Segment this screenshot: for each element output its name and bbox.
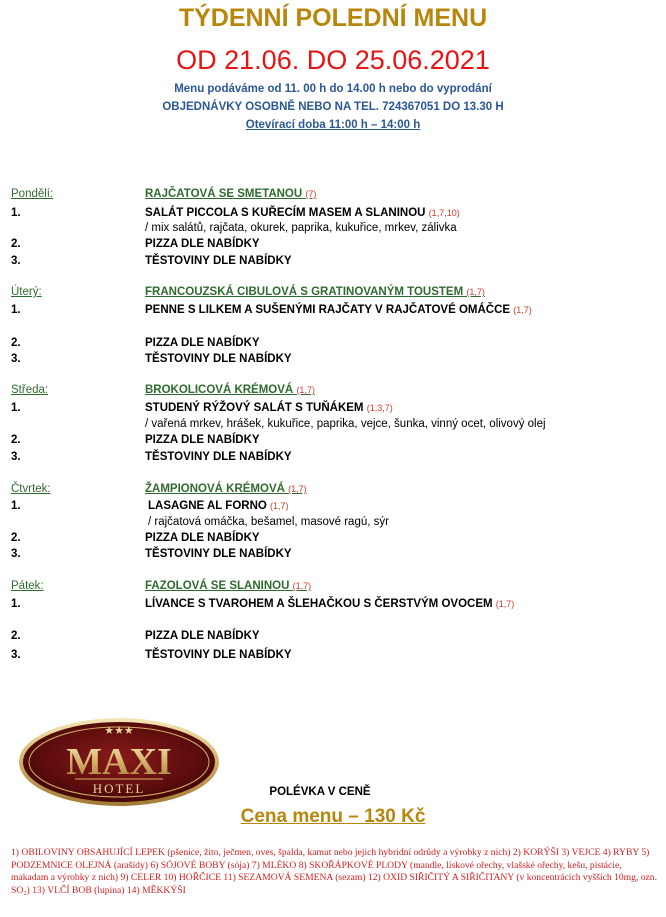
- dish-friday-3: TĚSTOVINY DLE NABÍDKY: [145, 649, 292, 661]
- item-number: 3.: [11, 451, 21, 463]
- dish-wednesday-1-description: / vařená mrkev, hrášek, kukuřice, paprika, vejce, šunka, vinný ocet, olivový olej: [145, 418, 546, 430]
- dish-wednesday-3: TĚSTOVINY DLE NABÍDKY: [145, 451, 292, 463]
- order-info: OBJEDNÁVKY OSOBNĚ NEBO NA TEL. 724367051 DO 13.30 H: [162, 101, 504, 113]
- opening-hours: Otevírací doba 11:00 h – 14:00 h: [245, 119, 421, 131]
- item-number: 1.: [11, 304, 21, 316]
- item-number: 2.: [11, 532, 21, 544]
- menu-price: Cena menu – 130 Kč: [240, 806, 426, 827]
- item-number: 1.: [11, 500, 21, 512]
- soup-included-note: POLÉVKA V CENĚ: [269, 786, 371, 798]
- allergen-legend: 1) OBILOVINY OBSAHUJÍCÍ LEPEK (pšenice, žito, ječmen, oves, špalda, kamut nebo jejich hybridní odrůdy a výrobky z nich) 2) KORÝŠI 3) VEJCE 4) RYBY 5) PODZEMNICE OLEJNÁ (arašídy) 6) SÓJOVÉ BOBY (sója) 7) MLÉKO 8) SKOŘÁPKOVÉ PLODY (mandle, lískové ořechy, vlašské ořechy, kešu, pistácie, makadam a výrobky z nich) 9) CELER 10) HOŘČICE 11) SEZAMOVÁ SEMENA (sezam) 12) OXID SIŘIČITÝ A SIŘIČITANY (v koncentrácích vyšších 10mg, ozn. SO₂) 13) VLČÍ BOB (lupina) 14) MĚKKÝŠI: [11, 847, 657, 896]
- dish-friday-2: PIZZA DLE NABÍDKY: [145, 630, 260, 642]
- soup-monday: RAJČATOVÁ SE SMETANOU (7): [145, 188, 317, 200]
- dish-tuesday-1: PENNE S LILKEM A SUŠENÝMI RAJČATY V RAJČATOVÉ OMÁČCE (1,7): [145, 304, 532, 316]
- dish-thursday-3: TĚSTOVINY DLE NABÍDKY: [145, 548, 292, 560]
- day-label-thursday: Čtvrtek:: [11, 483, 51, 495]
- item-number: 2.: [11, 337, 21, 349]
- maxi-hotel-logo: [17, 716, 222, 808]
- soup-thursday: ŽAMPIONOVÁ KRÉMOVÁ (1,7): [145, 483, 307, 495]
- dish-tuesday-3: TĚSTOVINY DLE NABÍDKY: [145, 353, 292, 365]
- item-number: 3.: [11, 255, 21, 267]
- dish-wednesday-1: STUDENÝ RÝŽOVÝ SALÁT S TUŇÁKEM (1,3,7): [145, 402, 393, 414]
- serving-hours: Menu podáváme od 11. 00 h do 14.00 h nebo do vyprodání: [174, 83, 492, 95]
- item-number: 2.: [11, 434, 21, 446]
- item-number: 3.: [11, 649, 21, 661]
- day-label-wednesday: Středa:: [11, 384, 49, 396]
- logo-sub: HOTEL: [92, 781, 146, 796]
- logo-brand: MAXI: [66, 741, 172, 783]
- dish-thursday-2: PIZZA DLE NABÍDKY: [145, 532, 260, 544]
- day-label-friday: Pátek:: [11, 580, 44, 592]
- dish-monday-3: TĚSTOVINY DLE NABÍDKY: [145, 255, 292, 267]
- logo-stars: ★★★: [104, 724, 134, 737]
- item-number: 1.: [11, 402, 21, 414]
- dish-monday-1-description: / mix salátů, rajčata, okurek, paprika, kukuřice, mrkev, zálivka: [145, 222, 457, 234]
- soup-wednesday: BROKOLICOVÁ KRÉMOVÁ (1,7): [145, 384, 315, 396]
- dish-thursday-1-description: / rajčatová omáčka, bešamel, masové ragú, sýr: [148, 516, 389, 528]
- dish-tuesday-2: PIZZA DLE NABÍDKY: [145, 337, 260, 349]
- item-number: 2.: [11, 630, 21, 642]
- menu-title: TÝDENNÍ POLEDNÍ MENU: [178, 4, 488, 32]
- menu-dates: OD 21.06. DO 25.06.2021: [176, 45, 490, 75]
- day-label-monday: Pondělí:: [11, 188, 54, 200]
- dish-thursday-1: LASAGNE AL FORNO (1,7): [148, 500, 289, 512]
- item-number: 2.: [11, 238, 21, 250]
- day-label-tuesday: Úterý:: [11, 286, 42, 298]
- dish-monday-1: SALÁT PICCOLA S KUŘECÍM MASEM A SLANINOU (1,7,10): [145, 207, 460, 219]
- dish-friday-1: LÍVANCE S TVAROHEM A ŠLEHAČKOU S ČERSTVÝM OVOCEM (1,7): [145, 598, 515, 610]
- dish-wednesday-2: PIZZA DLE NABÍDKY: [145, 434, 260, 446]
- dish-monday-2: PIZZA DLE NABÍDKY: [145, 238, 260, 250]
- item-number: 3.: [11, 353, 21, 365]
- soup-friday: FAZOLOVÁ SE SLANINOU (1,7): [145, 580, 312, 592]
- item-number: 1.: [11, 207, 21, 219]
- item-number: 3.: [11, 548, 21, 560]
- item-number: 1.: [11, 598, 21, 610]
- soup-tuesday: FRANCOUZSKÁ CIBULOVÁ S GRATINOVANÝM TOUSTEM (1,7): [145, 286, 485, 298]
